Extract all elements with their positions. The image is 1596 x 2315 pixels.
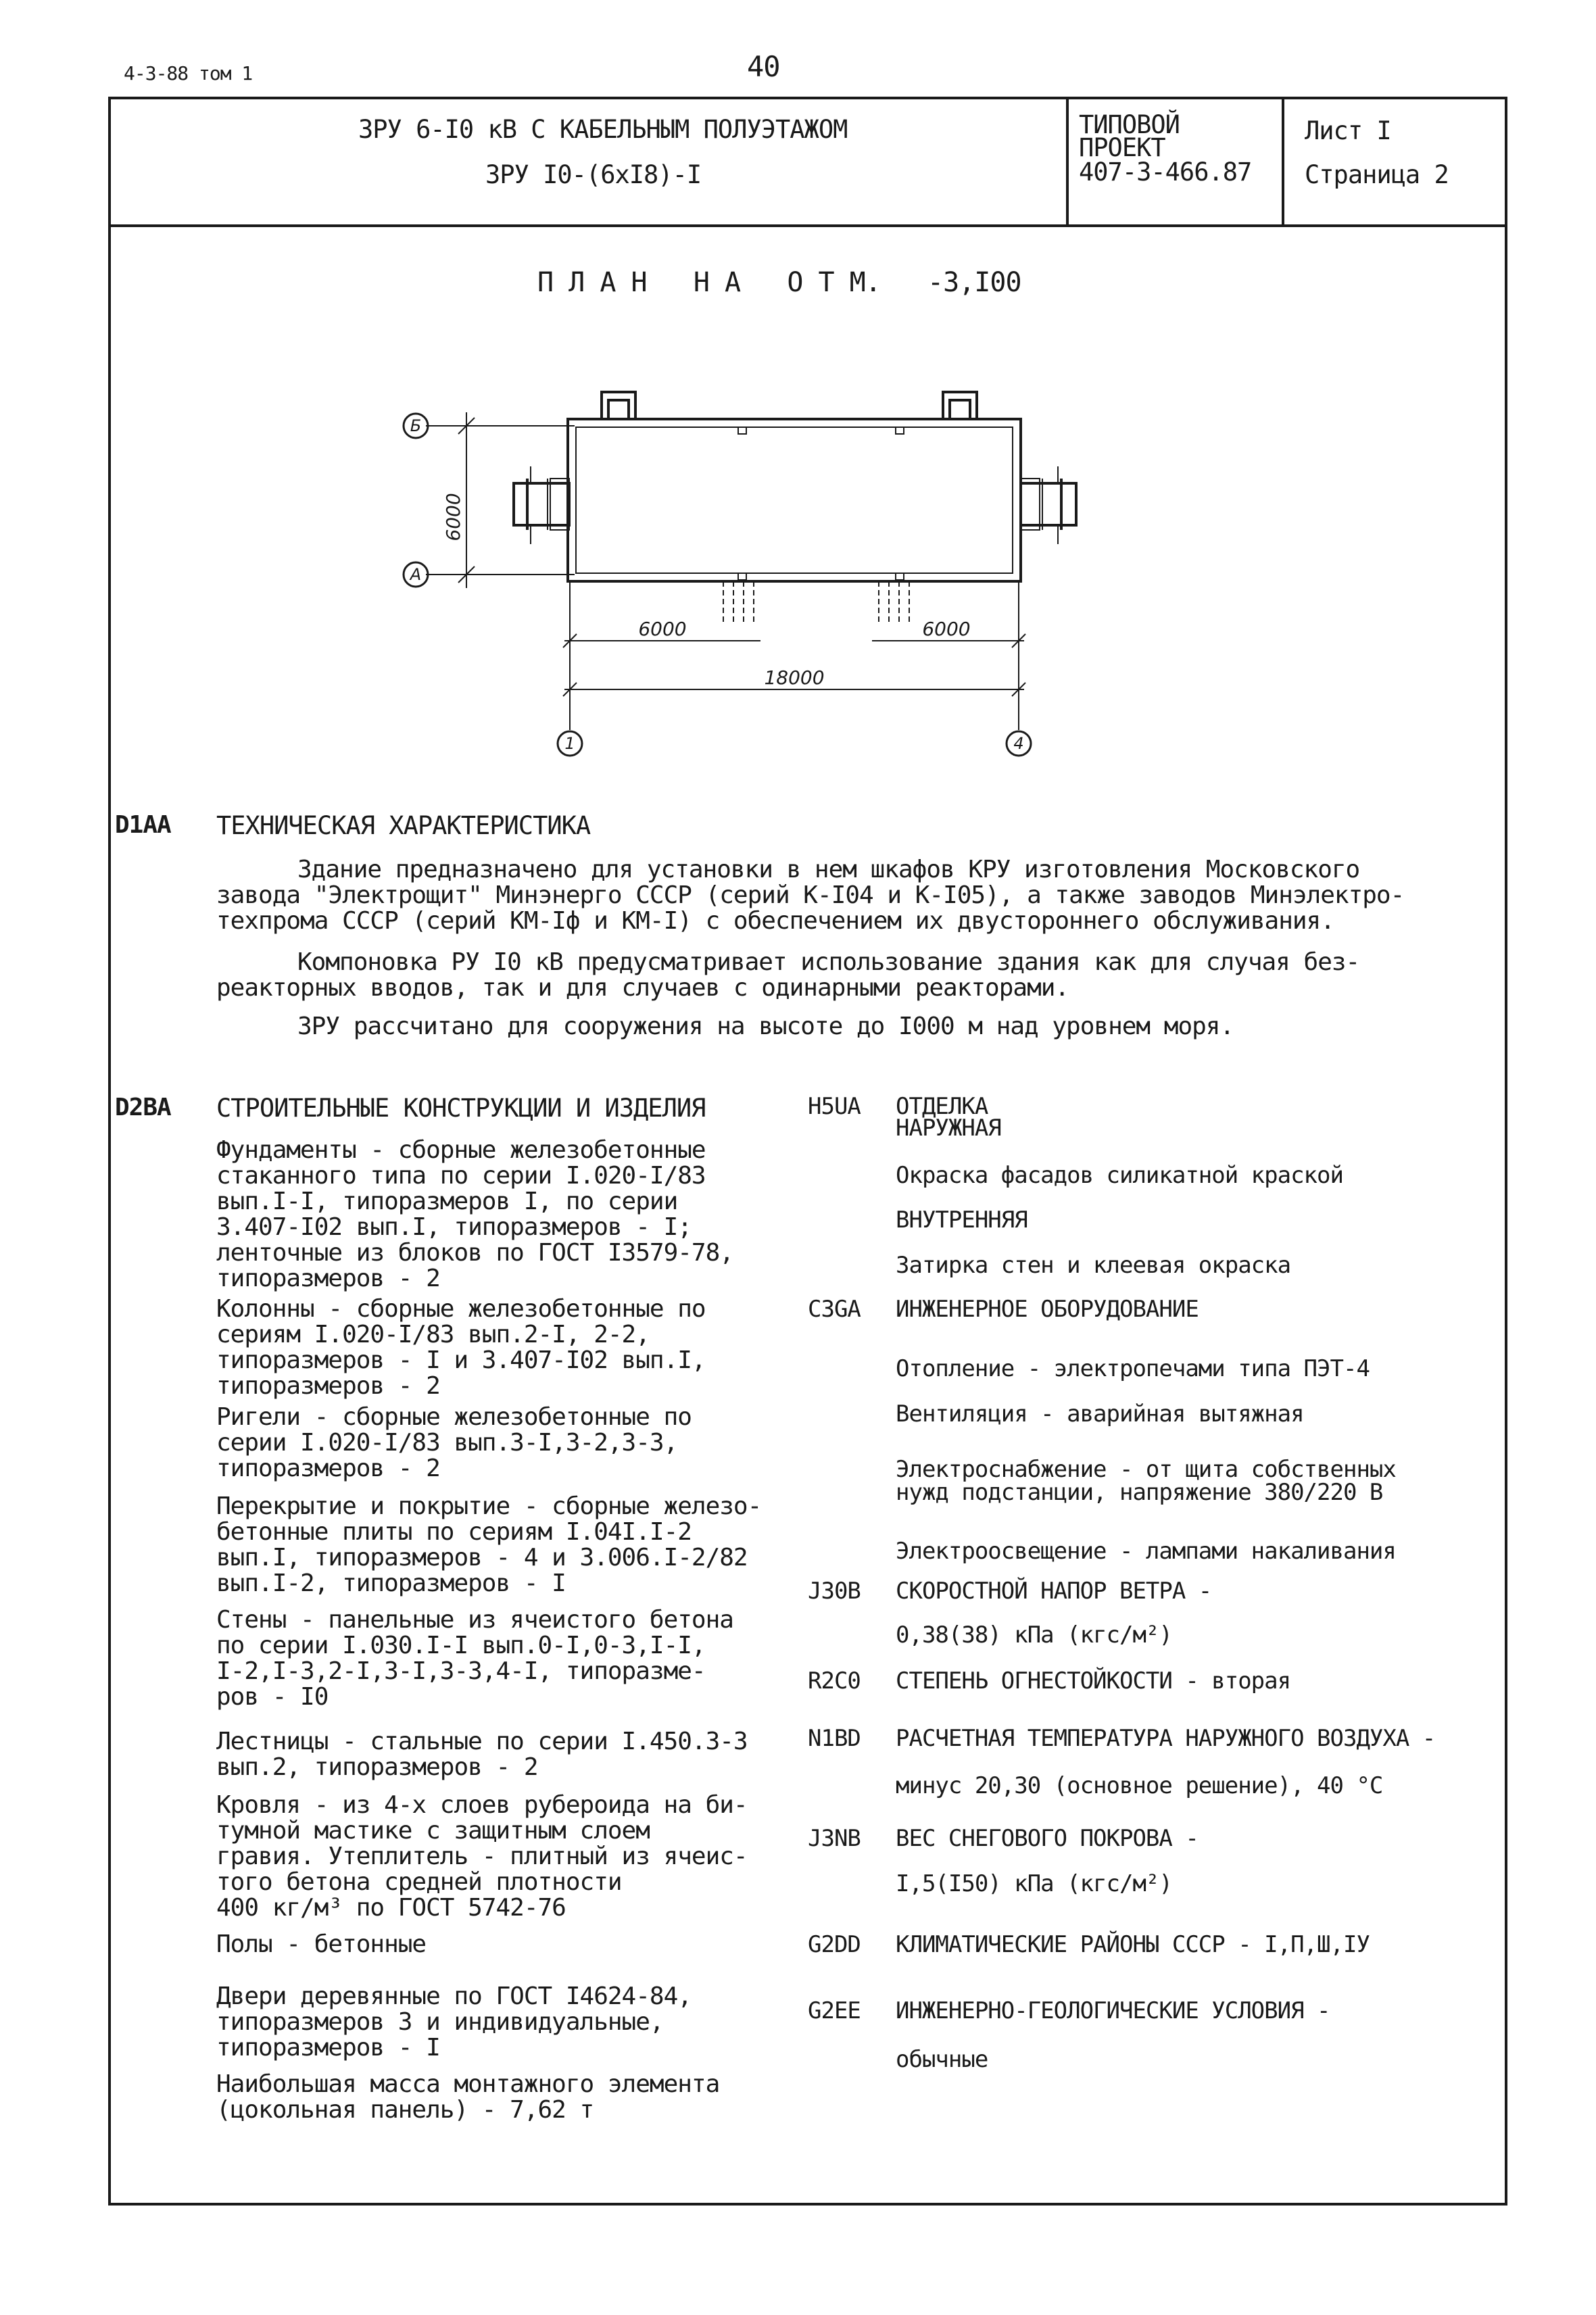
tech-paragraph-2: Компоновка РУ I0 кВ предусматривает использование здания как для случая без- реакторных вводов, так и для случаев с одинарными реакторами. — [216, 948, 1360, 1002]
construction-item-girders: Ригели - сборные железобетонные по серии I.020-I/83 вып.3-I,3-2,3-3, типоразмеров - 2 — [216, 1403, 692, 1482]
snow-heading: ВЕС СНЕГОВОГО ПОКРОВА - — [896, 1825, 1199, 1852]
floor-plan-drawing — [392, 365, 1149, 764]
section-code-d1aa: D1AA — [115, 811, 171, 839]
finish-outer-heading: НАРУЖНАЯ — [896, 1115, 1001, 1142]
project-line-2: ПРОЕКТ — [1079, 133, 1165, 162]
construction-item-roof: Кровля - из 4-х слоев рубероида на би- тумной мастике с защитным слоем гравия. Утеплитель - плитный из ячеис- того бетона средней плотности 400 кг/м³ по ГОСТ 5742-76 — [216, 1791, 748, 1922]
construction-item-max-mass: Наибольшая масса монтажного элемента (цокольная панель) - 7,62 т — [216, 2070, 720, 2124]
engineering-lighting: Электроосвещение - лампами накаливания — [896, 1538, 1396, 1565]
title-block-sep-1 — [1066, 97, 1069, 226]
engineering-power: Электроснабжение - от щита собственных нужд подстанции, напряжение 380/220 В — [896, 1456, 1396, 1506]
sheet-label: Лист I — [1305, 116, 1391, 145]
page-label: Страница 2 — [1305, 160, 1449, 189]
climate-zones: КЛИМАТИЧЕСКИЕ РАЙОНЫ СССР - I,П,Ш,IУ — [896, 1931, 1370, 1958]
section-heading-tech: ТЕХНИЧЕСКАЯ ХАРАКТЕРИСТИКА — [216, 811, 591, 840]
tech-paragraph-1: Здание предназначено для установки в нем шкафов КРУ изготовления Московского завода "Электрощит" Минэнерго СССР (серий К-I04 и К-I05), а также заводов Минэлектро- техпрома СССР (серий КМ-Iф и КМ-I) с обеспечением их двустороннего обслуживания. — [216, 856, 1405, 935]
section-code-j3nb: J3NB — [808, 1825, 861, 1852]
section-code-h5ua: H5UA — [808, 1093, 861, 1120]
title-line-1: ЗРУ 6-I0 кВ С КАБЕЛЬНЫМ ПОЛУЭТАЖОМ — [358, 115, 848, 144]
construction-item-doors: Двери деревянные по ГОСТ I4624-84, типоразмеров 3 и индивидуальные, типоразмеров - I — [216, 1982, 692, 2062]
wind-heading: СКОРОСТНОЙ НАПОР ВЕТРА - — [896, 1578, 1212, 1605]
tech-paragraph-3: ЗРУ рассчитано для сооружения на высоте до I000 м над уровнем моря. — [297, 1013, 1234, 1040]
construction-item-walls: Стены - панельные из ячеистого бетона по серии I.030.I-I вып.0-I,0-3,I-I, I-2,I-3,2-I,3-I,3-3,4-I, типоразме- ров - I0 — [216, 1606, 733, 1711]
wind-value: 0,38(38) кПа (кгс/м²) — [896, 1622, 1172, 1649]
section-heading-construction: СТРОИТЕЛЬНЫЕ КОНСТРУКЦИИ И ИЗДЕЛИЯ — [216, 1094, 706, 1123]
axis-b-label: Б — [410, 416, 422, 435]
section-code-g2ee: G2EE — [808, 1997, 861, 2024]
construction-item-columns: Колонны - сборные железобетонные по сериям I.020-I/83 вып.2-I, 2-2, типоразмеров - I и 3.407-I02 вып.I, типоразмеров - 2 — [216, 1295, 706, 1400]
temperature-value: минус 20,30 (основное решение), 40 °С — [896, 1772, 1383, 1799]
project-number: 407-3-466.87 — [1079, 157, 1252, 187]
section-code-n1bd: N1BD — [808, 1725, 861, 1752]
temperature-heading: РАСЧЕТНАЯ ТЕМПЕРАТУРА НАРУЖНОГО ВОЗДУХА - — [896, 1725, 1436, 1752]
section-code-d2ba: D2BA — [115, 1094, 171, 1121]
finish-heading: ОТДЕЛКА — [896, 1093, 988, 1120]
dim-left: 6000 — [638, 618, 687, 640]
section-code-c3ga: C3GA — [808, 1296, 861, 1323]
plan-title: П Л А Н Н А О Т М. -3,I00 — [537, 267, 1021, 298]
finish-inner-heading: ВНУТРЕННЯЯ — [896, 1207, 1027, 1234]
geology-value: обычные — [896, 2046, 988, 2073]
title-block-divider — [108, 224, 1507, 227]
engineering-heating: Отопление - электропечами типа ПЭТ-4 — [896, 1355, 1370, 1382]
section-code-j30b: J30B — [808, 1578, 861, 1605]
construction-item-stairs: Лестницы - стальные по серии I.450.3-3 вып.2, типоразмеров - 2 — [216, 1728, 748, 1781]
page-number: 40 — [747, 50, 780, 83]
section-code-r2c0: R2C0 — [808, 1667, 861, 1695]
section-code-g2dd: G2DD — [808, 1931, 861, 1958]
geology-heading: ИНЖЕНЕРНО-ГЕОЛОГИЧЕСКИЕ УСЛОВИЯ - — [896, 1997, 1330, 2024]
axis-a-label: А — [410, 565, 422, 584]
construction-item-floors: Полы - бетонные — [216, 1930, 427, 1958]
snow-value: I,5(I50) кПа (кгс/м²) — [896, 1870, 1172, 1897]
finish-outer-text: Окраска фасадов силикатной краской — [896, 1162, 1343, 1189]
axis-1-label: 1 — [564, 734, 575, 753]
finish-inner-text: Затирка стен и клеевая окраска — [896, 1252, 1291, 1279]
dim-right: 6000 — [922, 618, 971, 640]
construction-item-foundations: Фундаменты - сборные железобетонные стаканного типа по серии I.020-I/83 вып.I-I, типоразмеров I, по серии 3.407-I02 вып.I, типоразмеров - I; ленточные из блоков по ГОСТ I3579-78, типоразмеров - 2 — [216, 1136, 733, 1292]
building-outer-wall — [568, 419, 1021, 581]
title-line-2: ЗРУ I0-(6хI8)-I — [485, 160, 702, 189]
engineering-ventilation: Вентиляция - аварийная вытяжная — [896, 1400, 1304, 1428]
project-line-1: ТИПОВОЙ — [1079, 110, 1180, 139]
engineering-heading: ИНЖЕНЕРНОЕ ОБОРУДОВАНИЕ — [896, 1296, 1199, 1323]
fire-resistance: СТЕПЕНЬ ОГНЕСТОЙКОСТИ - вторая — [896, 1667, 1291, 1695]
dim-vertical: 6000 — [442, 493, 464, 541]
doc-reference: 4-3-88 том 1 — [124, 62, 253, 84]
axis-4-label: 4 — [1013, 734, 1024, 753]
title-block-sep-2 — [1282, 97, 1284, 226]
dim-total: 18000 — [764, 666, 825, 689]
construction-item-slabs: Перекрытие и покрытие - сборные железо- бетонные плиты по сериям I.04I.I-2 вып.I, типоразмеров - 4 и 3.006.I-2/82 вып.I-2, типоразмеров - I — [216, 1492, 762, 1597]
